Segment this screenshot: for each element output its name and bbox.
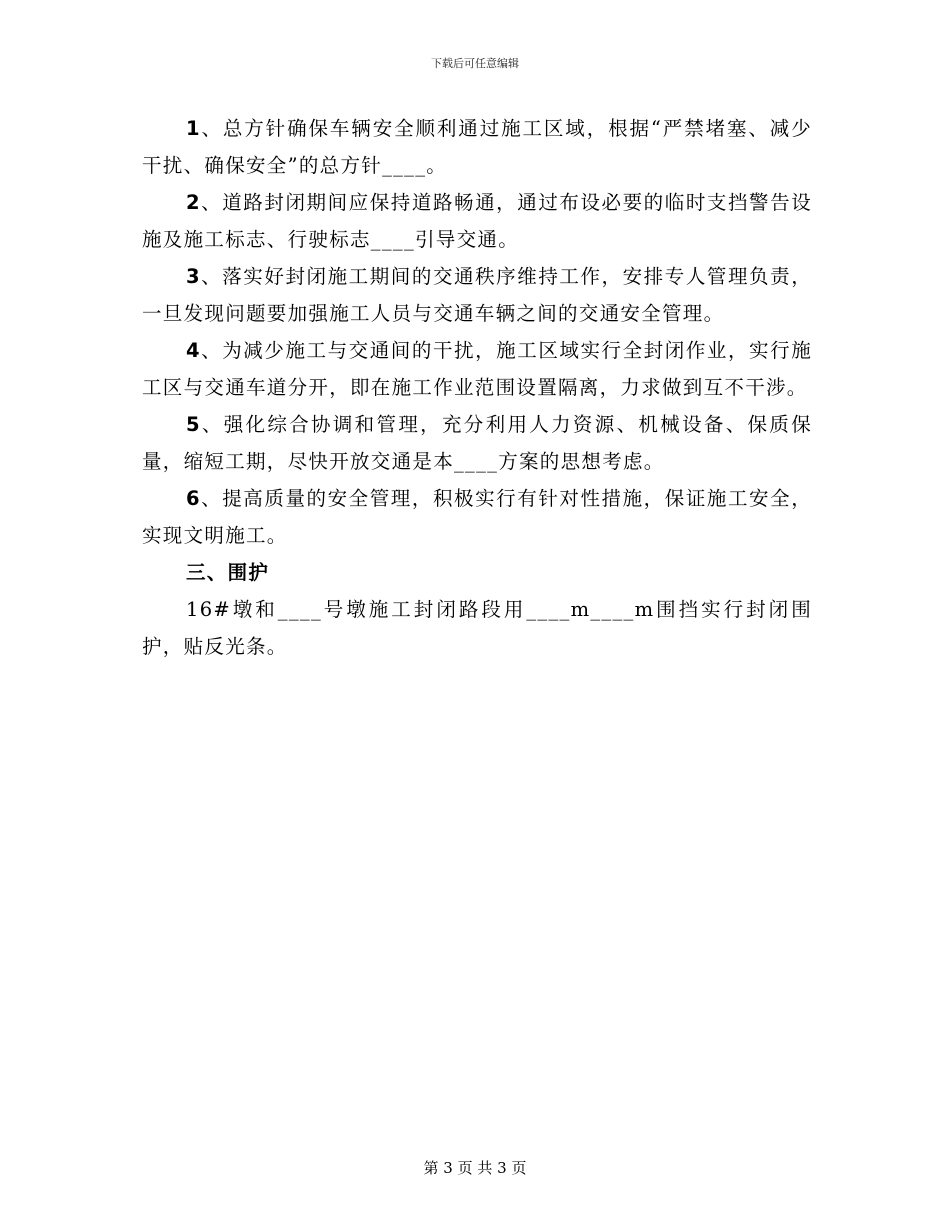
list-item-1 xyxy=(142,110,812,184)
section-body: 16#墩和____号墩施工封闭路段用____m____m围挡实行封闭围护，贴反光条。 xyxy=(142,598,812,658)
list-item-2 xyxy=(142,184,812,258)
list-item-5 xyxy=(142,406,812,480)
item-number: 2 xyxy=(186,191,201,214)
list-item-3 xyxy=(142,258,812,332)
item-number: 3 xyxy=(186,265,201,288)
header-note: 下载后可任意编辑 xyxy=(431,57,519,70)
item-text: 、道路封闭期间应保持道路畅通，通过布设必要的临时支挡警告设施及施工标志、行驶标志____引导交通。 xyxy=(142,191,812,251)
page-number: 第 3 页 共 3 页 xyxy=(423,1159,527,1177)
item-text: 、落实好封闭施工期间的交通秩序维持工作，安排专人管理负责，一旦发现问题要加强施工人员与交通车辆之间的交通安全管理。 xyxy=(142,265,812,325)
item-text: 、提高质量的安全管理，积极实行有针对性措施，保证施工安全，实现文明施工。 xyxy=(142,487,812,547)
list-item-6 xyxy=(142,480,812,554)
section-heading: 三、围护 xyxy=(186,561,270,584)
item-text: 、为减少施工与交通间的干扰，施工区域实行全封闭作业，实行施工区与交通车道分开，即在施工作业范围设置隔离，力求做到互不干涉。 xyxy=(142,339,812,399)
item-number: 6 xyxy=(186,487,201,510)
item-text: 、强化综合协调和管理，充分利用人力资源、机械设备、保质保量，缩短工期，尽快开放交通是本____方案的思想考虑。 xyxy=(142,413,812,473)
item-number: 1 xyxy=(186,117,201,140)
list-item-4 xyxy=(142,332,812,406)
item-text: 、总方针确保车辆安全顺利通过施工区域，根据“严禁堵塞、减少干扰、确保安全”的总方针____。 xyxy=(142,117,812,177)
document-body xyxy=(142,110,812,665)
item-number: 5 xyxy=(186,413,201,436)
item-number: 4 xyxy=(186,339,201,362)
